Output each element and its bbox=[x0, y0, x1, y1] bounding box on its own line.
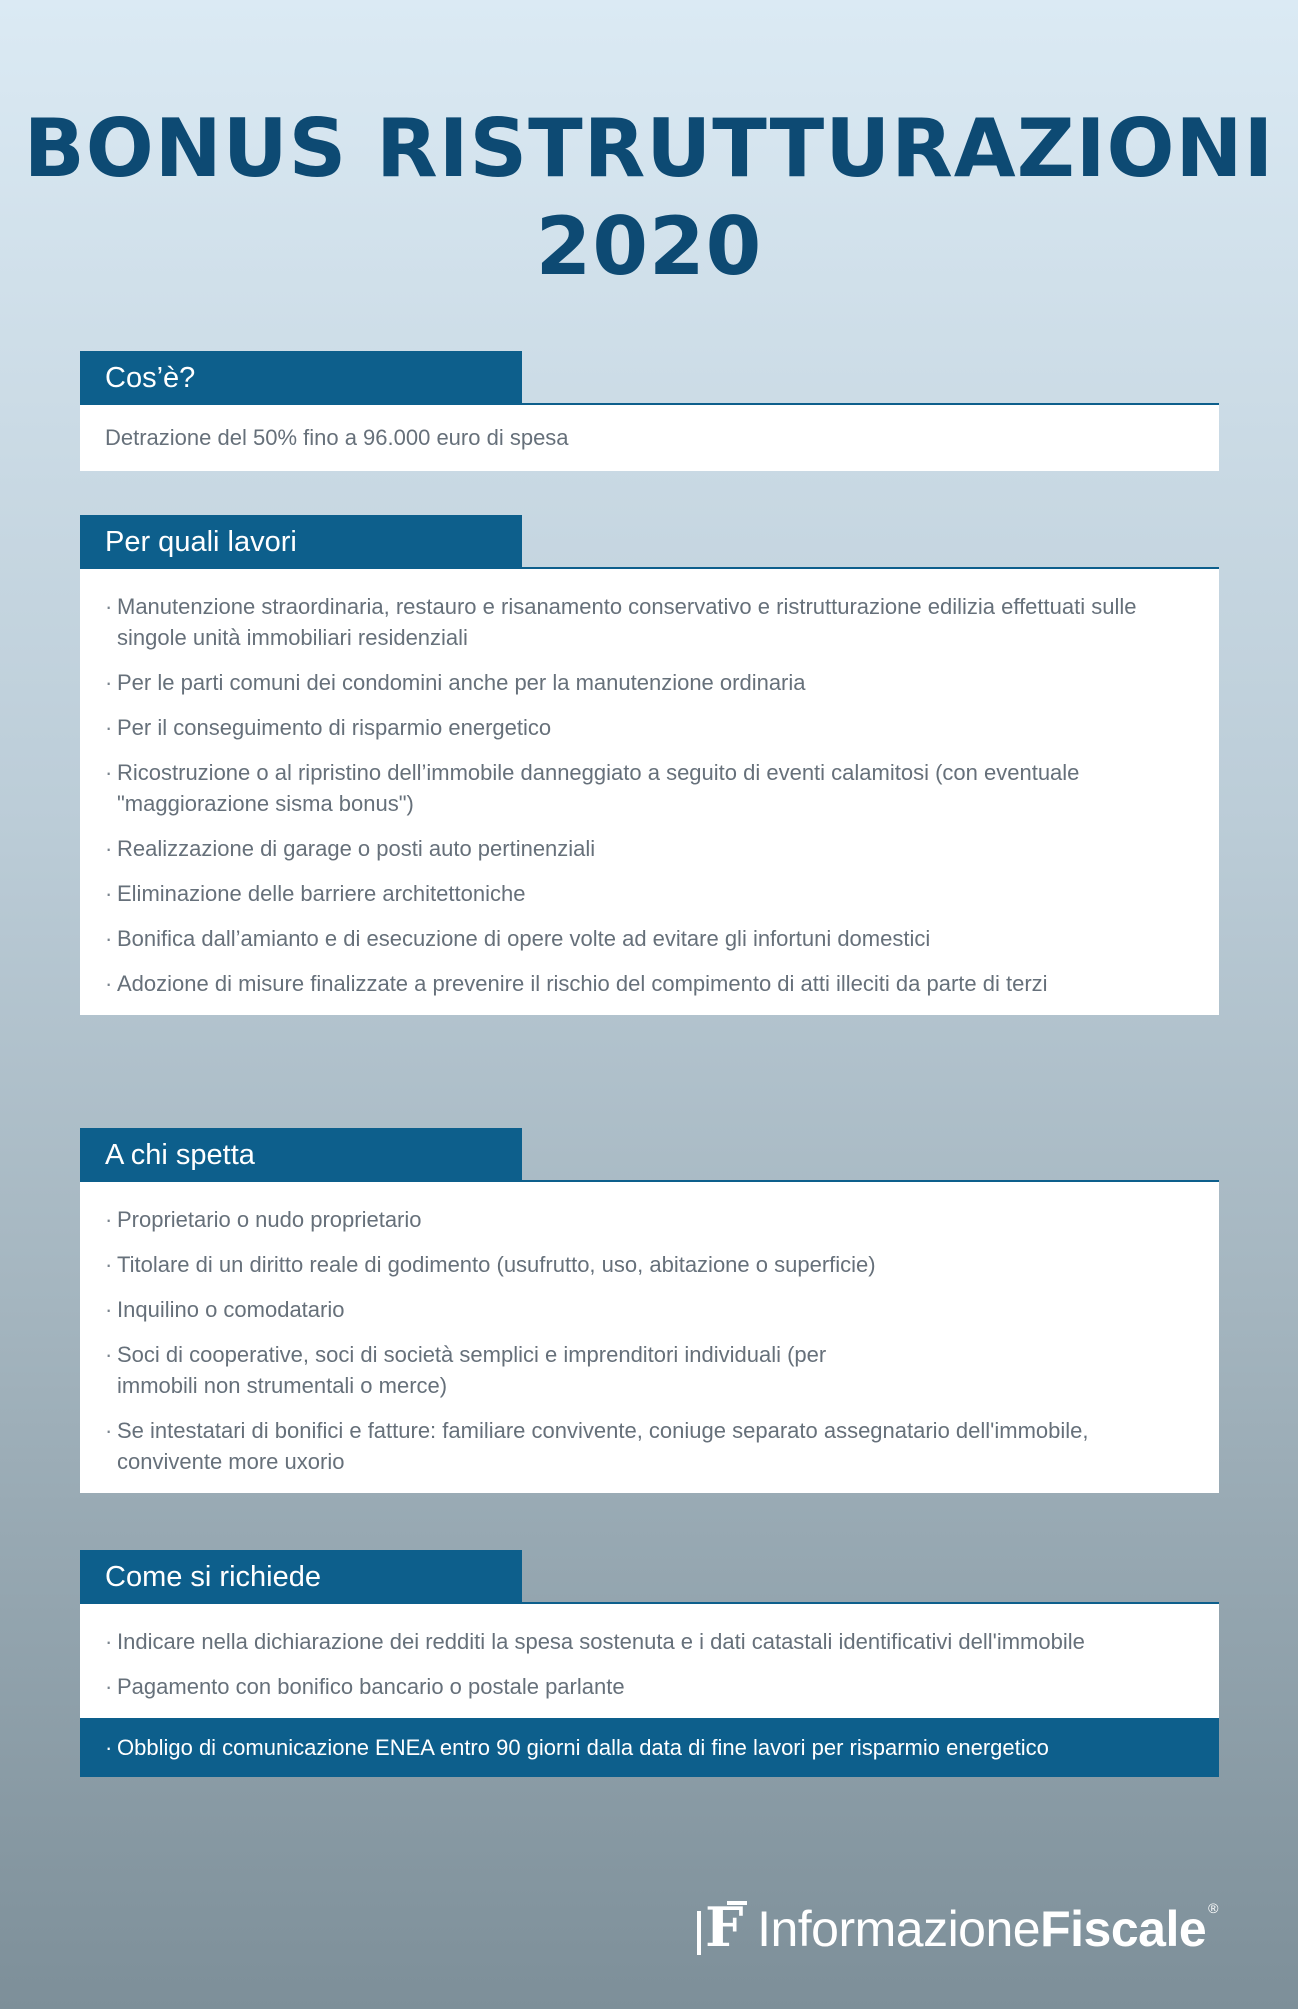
section-header bbox=[80, 351, 1219, 405]
list-item: · Proprietario o nudo proprietario bbox=[105, 1204, 1159, 1235]
section-lavori bbox=[80, 515, 1219, 1015]
logo-text-light: Informazione bbox=[757, 1901, 1041, 1957]
logo-mark-icon: F bbox=[697, 1901, 747, 1957]
section-list bbox=[80, 1604, 1219, 1718]
section-header bbox=[80, 515, 1219, 569]
list-item: · Titolare di un diritto reale di godimento (usufrutto, uso, abitazione o superficie) bbox=[105, 1249, 1159, 1280]
section-header bbox=[80, 1128, 1219, 1182]
logo-wordmark bbox=[757, 1900, 1218, 1958]
section-list bbox=[80, 1182, 1219, 1493]
list-item: · Ricostruzione o al ripristino dell’immobile danneggiato a seguito di eventi calamitosi (con eventuale "maggiorazione sisma bonus") bbox=[105, 757, 1159, 819]
section-come-si-richiede bbox=[80, 1550, 1219, 1777]
list-item: · Adozione di misure finalizzate a prevenire il rischio del compimento di atti illeciti da parte di terzi bbox=[105, 968, 1159, 999]
section-title: A chi spetta bbox=[80, 1128, 522, 1180]
logo-text-bold: Fiscale bbox=[1040, 1901, 1207, 1957]
section-divider bbox=[80, 403, 1219, 405]
title-line-1: BONUS RISTRUTTURAZIONI bbox=[23, 102, 1275, 195]
title-line-2: 2020 bbox=[535, 200, 763, 293]
brand-logo bbox=[697, 1895, 1218, 1959]
list-item: · Per le parti comuni dei condomini anche per la manutenzione ordinaria bbox=[105, 667, 1159, 698]
section-header bbox=[80, 1550, 1219, 1604]
section-a-chi-spetta bbox=[80, 1128, 1219, 1493]
list-item: · Eliminazione delle barriere architettoniche bbox=[105, 878, 1159, 909]
section-list bbox=[80, 569, 1219, 1015]
highlight-item: · Obbligo di comunicazione ENEA entro 90 giorni dalla data di fine lavori per risparmio energetico bbox=[105, 1732, 1159, 1763]
section-divider bbox=[80, 1180, 1219, 1182]
list-item: · Soci di cooperative, soci di società semplici e imprenditori individuali (per immobili non strumentali o merce) bbox=[105, 1339, 1159, 1401]
list-item: · Se intestatari di bonifici e fatture: familiare convivente, coniuge separato assegnatario dell'immobile, convivente more uxorio bbox=[105, 1415, 1159, 1477]
page-title bbox=[0, 100, 1298, 296]
section-title: Cos’è? bbox=[80, 351, 522, 403]
list-item: · Per il conseguimento di risparmio energetico bbox=[105, 712, 1159, 743]
registered-mark: ® bbox=[1208, 1900, 1218, 1916]
section-cose bbox=[80, 351, 1219, 471]
list-item: · Manutenzione straordinaria, restauro e risanamento conservativo e ristrutturazione edilizia effettuati sulle singole unità immobiliari residenziali bbox=[105, 591, 1159, 653]
section-title: Per quali lavori bbox=[80, 515, 522, 567]
section-title: Come si richiede bbox=[80, 1550, 522, 1602]
section-divider bbox=[80, 1602, 1219, 1604]
section-text: Detrazione del 50% fino a 96.000 euro di spesa bbox=[80, 405, 1219, 471]
list-item: · Indicare nella dichiarazione dei redditi la spesa sostenuta e i dati catastali identificativi dell'immobile bbox=[105, 1626, 1159, 1657]
list-item: · Inquilino o comodatario bbox=[105, 1294, 1159, 1325]
list-item: · Pagamento con bonifico bancario o postale parlante bbox=[105, 1671, 1159, 1702]
section-divider bbox=[80, 567, 1219, 569]
enea-highlight bbox=[80, 1718, 1219, 1777]
list-item: · Realizzazione di garage o posti auto pertinenziali bbox=[105, 833, 1159, 864]
list-item: · Bonifica dall’amianto e di esecuzione di opere volte ad evitare gli infortuni domestici bbox=[105, 923, 1159, 954]
